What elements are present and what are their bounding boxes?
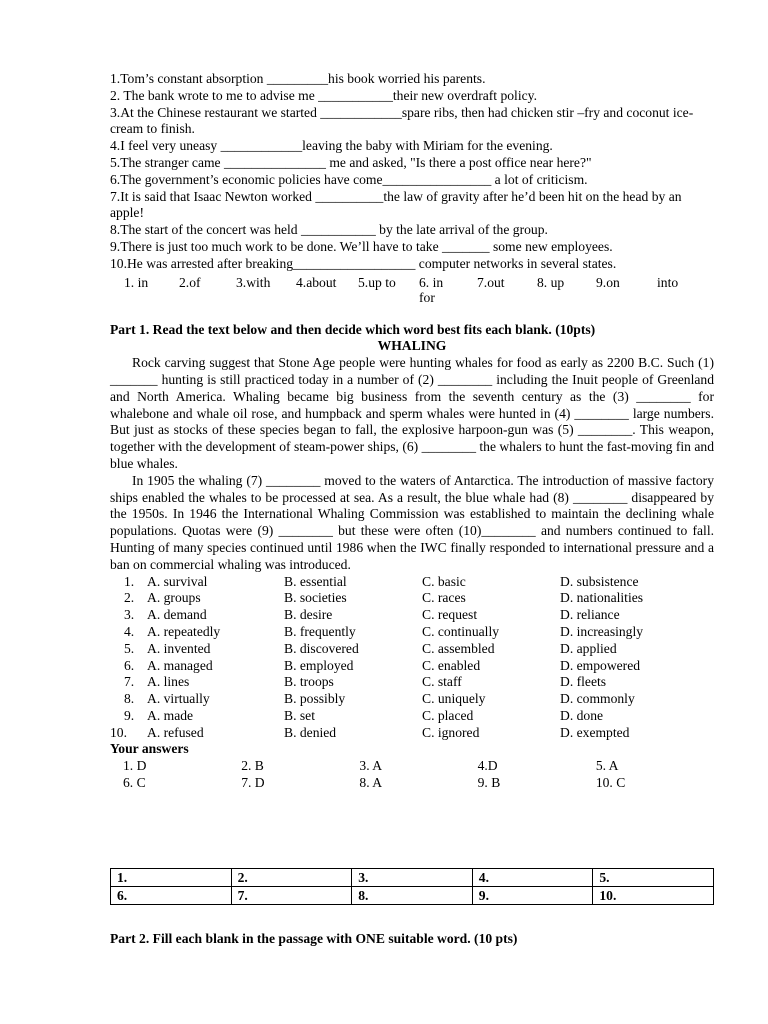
choice-d: D. subsistence <box>560 573 639 589</box>
option-3: 3.with <box>236 274 271 290</box>
passage-paragraph-1: Rock carving suggest that Stone Age people were hunting whales for food as early as 2200 B.C. Such (1) _______ hunting is still practiced today in a number of (2) ________ including the Inuit people of Greenland and North America. Whaling became big business from the seventh century as the (3) ________ for whalebone and whale oil rose, and humpback and sperm whales were hunted in (4) ________ large numbers. But just as stocks of these species began to fall, the explosive harpoon-gun was (5) ________. This weapon, together with the development of steam-power ships, (6) ________ the whalers to hunt the fast-moving fin and blue whales. <box>110 355 714 471</box>
choice-b: B. societies <box>284 590 347 606</box>
choice-d: D. commonly <box>560 691 635 707</box>
choice-number: 10. <box>110 724 127 740</box>
answer-cell[interactable]: 9. <box>472 887 593 905</box>
choice-a: A. refused <box>147 724 204 740</box>
answer-cell[interactable]: 10. <box>593 887 714 905</box>
answer: 7. D <box>241 775 265 791</box>
choice-row <box>110 708 714 725</box>
choice-a: A. made <box>147 707 194 723</box>
choice-d: D. empowered <box>560 657 641 673</box>
exercise-sentence-5: 5.The stranger came _______________ me and asked, "Is there a post office near here?" <box>110 154 592 170</box>
part1-title: Part 1. Read the text below and then decide which word best fits each blank. (10pts) <box>110 321 596 337</box>
choice-d: D. fleets <box>560 674 607 690</box>
choice-c: C. basic <box>422 573 466 589</box>
choice-row <box>110 624 714 641</box>
choice-b: B. desire <box>284 607 333 623</box>
option-1: 1. in <box>124 274 149 290</box>
answers-heading: Your answers <box>110 741 189 757</box>
answer: 1. D <box>123 758 147 774</box>
choice-b: B. denied <box>284 724 337 740</box>
part2-title: Part 2. Fill each blank in the passage with ONE suitable word. (10 pts) <box>110 931 518 946</box>
choice-a: A. managed <box>147 657 213 673</box>
answer-cell[interactable]: 8. <box>352 887 473 905</box>
answer-grid <box>110 868 714 905</box>
choice-b: B. employed <box>284 657 354 673</box>
option-5: 5.up to <box>358 274 396 290</box>
option-10: into <box>657 274 679 290</box>
choice-number: 4. <box>124 623 135 639</box>
choice-number: 2. <box>124 590 135 606</box>
choice-a: A. survival <box>147 573 208 589</box>
answer-cell[interactable]: 6. <box>111 887 232 905</box>
exercise-sentence-9: 9.There is just too much work to be done. We’ll have to take _______ some new employees. <box>110 238 613 254</box>
choice-row <box>110 725 714 742</box>
choice-b: B. troops <box>284 674 334 690</box>
choice-number: 9. <box>124 707 135 723</box>
choice-c: C. staff <box>422 674 462 690</box>
choice-c: C. races <box>422 590 466 606</box>
choice-number: 3. <box>124 607 135 623</box>
answers-row-2 <box>110 775 714 792</box>
answer-grid-row-2 <box>111 887 714 905</box>
answer-cell[interactable]: 5. <box>593 869 714 887</box>
choice-b: B. set <box>284 707 315 723</box>
exercise-sentence-1: 1.Tom’s constant absorption _________his book worried his parents. <box>110 71 486 86</box>
answer: 5. A <box>595 758 619 774</box>
choice-d: D. exempted <box>560 724 630 740</box>
answer-cell[interactable]: 7. <box>231 887 352 905</box>
choice-row <box>110 574 714 591</box>
option-9: 9.on <box>596 274 620 290</box>
choice-row <box>110 691 714 708</box>
choice-b: B. discovered <box>284 640 359 656</box>
choice-c: C. continually <box>422 623 500 639</box>
exercise-options <box>124 275 714 305</box>
answer: 9. B <box>477 775 501 791</box>
exercise-sentence-4: 4.I feel very uneasy ____________leaving the baby with Miriam for the evening. <box>110 138 553 154</box>
option-6: 6. in for <box>419 274 444 305</box>
choice-d: D. reliance <box>560 607 620 623</box>
exercise-sentence-7: 7.It is said that Isaac Newton worked __________the law of gravity after he’d been hit on the head by an apple! <box>110 188 682 221</box>
choice-number: 7. <box>124 674 135 690</box>
answer-cell[interactable]: 1. <box>111 869 232 887</box>
choice-a: A. groups <box>147 590 201 606</box>
choice-row <box>110 641 714 658</box>
answer: 2. B <box>241 758 264 774</box>
choice-number: 5. <box>124 640 135 656</box>
answer: 8. A <box>359 775 383 791</box>
choice-d: D. applied <box>560 640 617 656</box>
choice-c: C. ignored <box>422 724 480 740</box>
choice-c: C. uniquely <box>422 691 486 707</box>
choice-c: C. enabled <box>422 657 481 673</box>
exercise-sentence-3: 3.At the Chinese restaurant we started ____________spare ribs, then had chicken stir –fry and coconut ice- cream to finish. <box>110 104 694 137</box>
answer-grid-row-1 <box>111 869 714 887</box>
answer-cell[interactable]: 3. <box>352 869 473 887</box>
choice-b: B. frequently <box>284 623 356 639</box>
answer-cell[interactable]: 2. <box>231 869 352 887</box>
choice-number: 8. <box>124 691 135 707</box>
answer: 10. C <box>595 775 626 791</box>
choice-d: D. done <box>560 707 604 723</box>
choice-c: C. request <box>422 607 478 623</box>
choice-row <box>110 658 714 675</box>
choice-b: B. essential <box>284 573 347 589</box>
choice-a: A. invented <box>147 640 211 656</box>
choice-row <box>110 590 714 607</box>
answer: 6. C <box>123 775 146 791</box>
multiple-choice-list <box>110 574 714 742</box>
answer-cell[interactable]: 4. <box>472 869 593 887</box>
choice-d: D. nationalities <box>560 590 644 606</box>
option-4: 4.about <box>296 274 337 290</box>
passage-paragraph-2: In 1905 the whaling (7) ________ moved to the waters of Antarctica. The introduction of massive factory ships enabled the whales to be processed at sea. As a result, the blue whale had (8) ________ disappeared by the 1950s. In 1946 the International Whaling Commission was established to maintain the declining whale populations. Quotas were (9) ________ but these were often (10)________ and numbers continued to fall. Hunting of many species continued until 1986 when the IWC finally responded to international pressure and a ban on commercial whaling was introduced. <box>110 472 714 572</box>
choice-a: A. lines <box>147 674 190 690</box>
exercise-sentence-10: 10.He was arrested after breaking__________________ computer networks in several states. <box>110 255 617 271</box>
choice-row <box>110 607 714 624</box>
answer: 3. A <box>359 758 383 774</box>
exercise-sentence-6: 6.The government’s economic policies have come________________ a lot of criticism. <box>110 171 588 187</box>
answer: 4.D <box>477 758 498 774</box>
choice-number: 1. <box>124 573 135 589</box>
choice-c: C. assembled <box>422 640 495 656</box>
exercise-sentences <box>110 71 714 273</box>
choice-a: A. virtually <box>147 691 210 707</box>
document-page <box>110 71 714 792</box>
choice-a: A. repeatedly <box>147 623 221 639</box>
option-8: 8. up <box>537 274 565 290</box>
option-2: 2.of <box>179 274 201 290</box>
choice-number: 6. <box>124 657 135 673</box>
passage-heading: WHALING <box>377 338 447 354</box>
choice-c: C. placed <box>422 707 474 723</box>
choice-a: A. demand <box>147 607 207 623</box>
option-7: 7.out <box>477 274 505 290</box>
choice-b: B. possibly <box>284 691 346 707</box>
exercise-sentence-8: 8.The start of the concert was held ___________ by the late arrival of the group. <box>110 222 548 238</box>
answers-row-1 <box>110 758 714 775</box>
choice-row <box>110 674 714 691</box>
exercise-sentence-2: 2. The bank wrote to me to advise me ___________their new overdraft policy. <box>110 87 537 103</box>
choice-d: D. increasingly <box>560 623 644 639</box>
